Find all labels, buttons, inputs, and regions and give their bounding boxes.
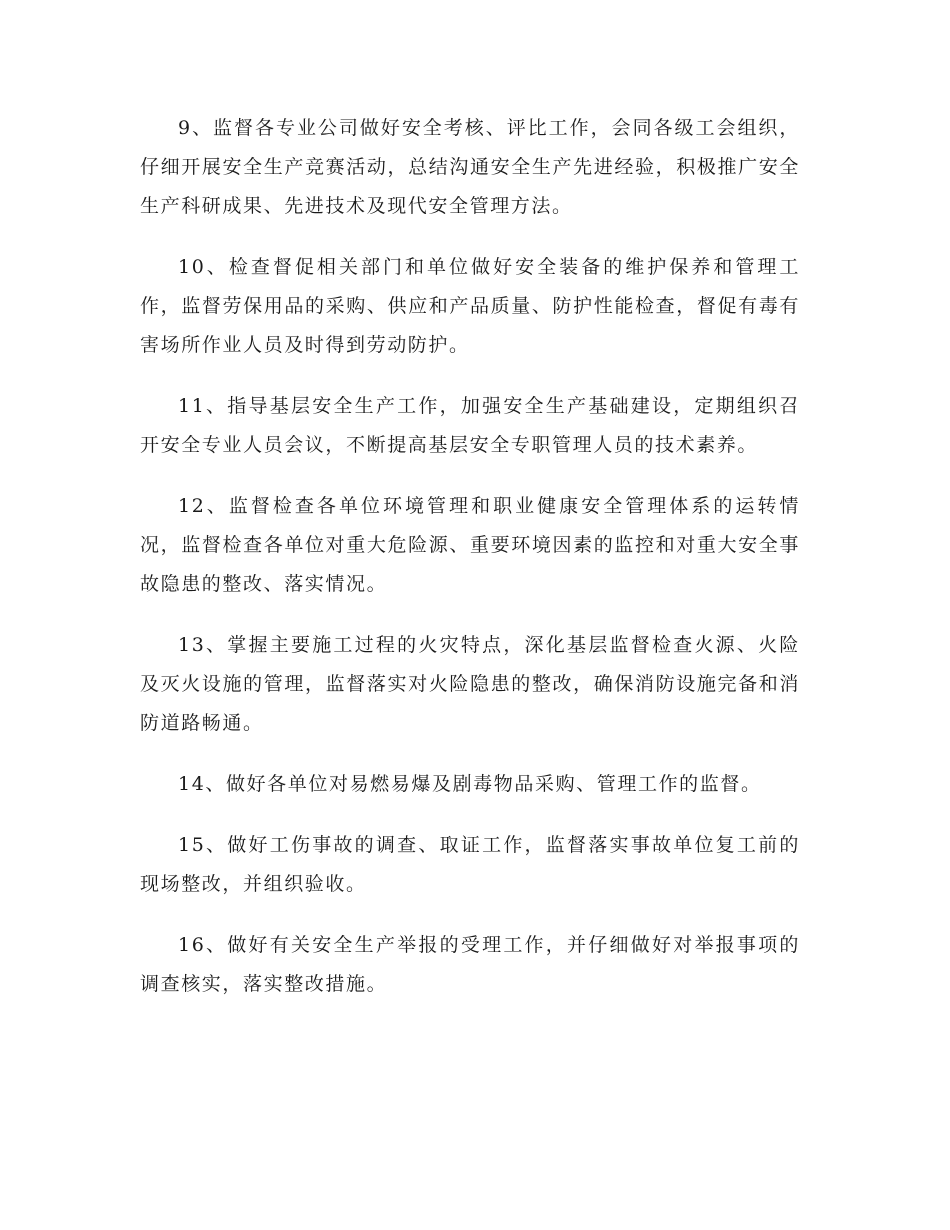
paragraph-item-10: 10、检查督促相关部门和单位做好安全装备的维护保养和管理工作，监督劳保用品的采购、供应和产品质量、防护性能检查，督促有毒有害场所作业人员及时得到劳动防护。 [140,256,800,356]
paragraph-item-15: 15、做好工伤事故的调查、取证工作，监督落实事故单位复工前的现场整改，并组织验收。 [140,834,800,895]
paragraph-item-9: 9、监督各专业公司做好安全考核、评比工作，会同各级工会组织，仔细开展安全生产竞赛活动，总结沟通安全生产先进经验，积极推广安全生产科研成果、先进技术及现代安全管理方法。 [140,117,800,217]
paragraph-item-11: 11、指导基层安全生产工作，加强安全生产基础建设，定期组织召开安全专业人员会议，不断提高基层安全专职管理人员的技术素养。 [140,395,800,456]
paragraph-item-12: 12、监督检查各单位环境管理和职业健康安全管理体系的运转情况，监督检查各单位对重大危险源、重要环境因素的监控和对重大安全事故隐患的整改、落实情况。 [140,495,800,595]
paragraph-item-14: 14、做好各单位对易燃易爆及剧毒物品采购、管理工作的监督。 [178,773,762,795]
paragraph-item-13: 13、掌握主要施工过程的火灾特点，深化基层监督检查火源、火险及灭火设施的管理，监督落实对火险隐患的整改，确保消防设施完备和消防道路畅通。 [140,634,800,734]
paragraph-item-16: 16、做好有关安全生产举报的受理工作，并仔细做好对举报事项的调查核实，落实整改措施。 [140,934,800,995]
document-body [140,109,800,1026]
